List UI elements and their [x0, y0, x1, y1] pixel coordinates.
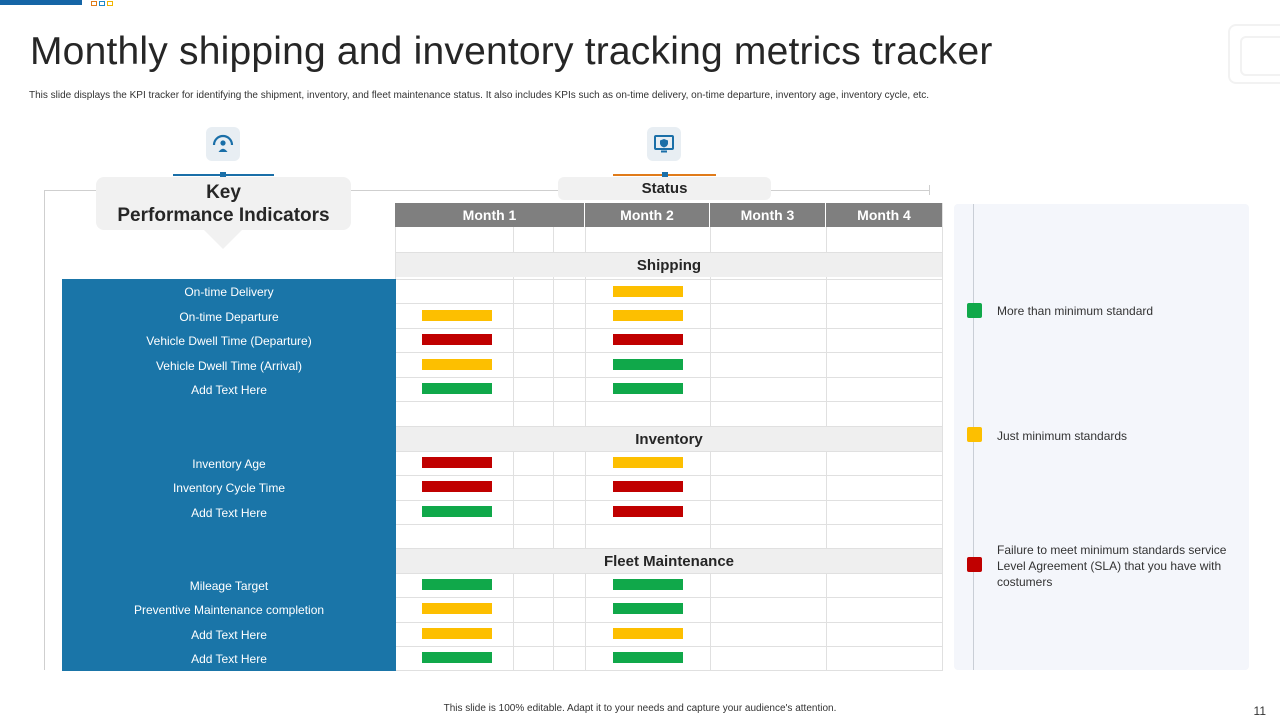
status-bar-red	[422, 457, 492, 468]
slide-title: Monthly shipping and inventory tracking metrics tracker	[30, 30, 993, 73]
status-bar-green	[613, 579, 683, 590]
top-accent-bar	[0, 0, 82, 5]
grid-line	[395, 451, 942, 452]
kpi-label: Add Text Here	[191, 383, 267, 397]
month-header-2: Month 2	[585, 203, 710, 227]
monitor-shield-icon	[647, 127, 681, 161]
status-header: Status	[558, 177, 771, 200]
legend-swatch-green	[967, 303, 982, 318]
status-bar-red	[613, 506, 683, 517]
kpi-header-line2: Performance Indicators	[117, 205, 330, 226]
section-header-shipping: Shipping	[396, 253, 942, 277]
corner-decoration	[1228, 24, 1280, 84]
speedometer-person-icon	[206, 127, 240, 161]
status-bar-yellow	[422, 310, 492, 321]
kpi-label: Inventory Cycle Time	[172, 481, 286, 495]
status-bar-red	[613, 334, 683, 345]
status-bar-yellow	[613, 628, 683, 639]
status-bar-yellow	[422, 628, 492, 639]
status-bar-red	[422, 334, 492, 345]
grid-line	[395, 524, 942, 525]
frame-left-line	[44, 190, 45, 670]
status-bar-red	[422, 481, 492, 492]
grid-line	[395, 500, 942, 501]
section-header-inventory: Inventory	[396, 427, 942, 451]
kpi-label: Vehicle Dwell Time (Arrival)	[155, 359, 303, 373]
grid-line	[395, 646, 942, 647]
grid-line	[395, 279, 942, 280]
legend-text: Just minimum standards	[997, 429, 1128, 443]
top-dots-decoration	[91, 1, 113, 6]
kpi-label: Add Text Here	[191, 506, 267, 520]
kpi-label: Inventory Age	[192, 457, 266, 471]
grid-line	[395, 597, 942, 598]
legend-text: More than minimum standard	[997, 304, 1154, 318]
grid-line	[395, 377, 942, 378]
status-bar-green	[422, 652, 492, 663]
month-header-1: Month 1	[395, 203, 585, 227]
kpi-label: Add Text Here	[191, 628, 267, 642]
grid-line	[395, 328, 942, 329]
month-header-3: Month 3	[710, 203, 826, 227]
kpi-label: On-time Delivery	[184, 285, 274, 299]
status-bar-yellow	[613, 457, 683, 468]
grid-line	[942, 203, 943, 671]
section-header-fleet-maintenance: Fleet Maintenance	[396, 549, 942, 573]
page-number: 11	[1253, 704, 1266, 718]
kpi-label: On-time Departure	[179, 310, 279, 324]
footer-note: This slide is 100% editable. Adapt it to your needs and capture your audience's attention.	[443, 703, 837, 714]
legend-swatch-yellow	[967, 427, 982, 442]
month-header-4: Month 4	[826, 203, 942, 227]
grid-line	[395, 670, 942, 671]
status-bar-red	[613, 481, 683, 492]
slide-subtitle: This slide displays the KPI tracker for identifying the shipment, inventory, and fleet maintenance status. It also includes KPIs such as on-time delivery, on-time departure, inventory age, inventory cycle, etc.	[29, 90, 930, 101]
legend-swatch-red	[967, 557, 982, 572]
status-bar-yellow	[422, 359, 492, 370]
kpi-header-line1: Key	[206, 182, 241, 203]
status-bar-green	[422, 579, 492, 590]
status-bar-green	[422, 506, 492, 517]
status-bar-yellow	[422, 603, 492, 614]
grid-line	[395, 401, 942, 402]
kpi-label: Add Text Here	[191, 652, 267, 666]
grid-line	[395, 352, 942, 353]
kpi-header	[96, 177, 351, 230]
grid-line	[395, 475, 942, 476]
status-bar-green	[613, 359, 683, 370]
status-bar-green	[422, 383, 492, 394]
kpi-label: Mileage Target	[189, 579, 269, 593]
status-bar-green	[613, 383, 683, 394]
frame-right-tick	[929, 185, 930, 195]
grid-line	[395, 303, 942, 304]
grid-line	[395, 573, 942, 574]
status-bar-yellow	[613, 310, 683, 321]
status-bar-green	[613, 652, 683, 663]
kpi-label: Preventive Maintenance completion	[133, 603, 325, 617]
status-bar-yellow	[613, 286, 683, 297]
grid-line	[395, 622, 942, 623]
status-bar-green	[613, 603, 683, 614]
legend-text: Failure to meet minimum standards service Level Agreement (SLA) that you have with costumers	[997, 543, 1227, 589]
kpi-label: Vehicle Dwell Time (Departure)	[146, 334, 312, 348]
